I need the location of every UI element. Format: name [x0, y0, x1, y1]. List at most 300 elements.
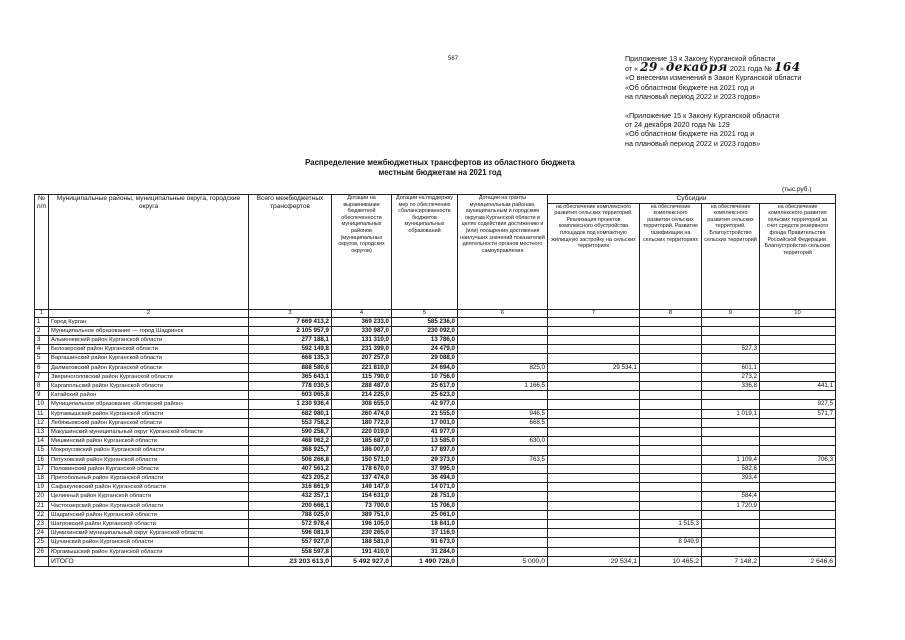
amount-cell	[548, 492, 640, 501]
amount-cell	[760, 391, 836, 400]
amount-cell: 185 687,0	[332, 437, 392, 446]
amount-cell: 778 030,5	[249, 382, 332, 391]
amount-cell: 630,0	[458, 437, 548, 446]
amount-cell: 946,5	[458, 409, 548, 418]
amount-cell: 368 925,7	[249, 446, 332, 455]
amount-cell	[548, 547, 640, 556]
amount-cell	[760, 326, 836, 335]
amount-cell: 186 007,0	[332, 446, 392, 455]
column-number: 5	[392, 309, 458, 317]
amount-cell	[458, 547, 548, 556]
amount-cell	[548, 418, 640, 427]
header-subsidy-reserve: на обеспечение комплексного развития сельских территорий за счет средств резервного фонда Правительства Российской Федерации. Благоустройство сельских территорий	[760, 203, 836, 309]
amount-cell: 14 071,0	[392, 483, 458, 492]
amount-cell: 1 720,9	[702, 501, 760, 510]
row-number: 8	[35, 382, 49, 391]
amount-cell: 468 062,2	[249, 437, 332, 446]
amount-cell: 603 065,8	[249, 391, 332, 400]
handwritten-day: 29	[640, 60, 658, 75]
municipality-name: Далматовский район Курганской области	[49, 363, 249, 372]
row-number: 9	[35, 391, 49, 400]
municipality-name: Катайский район	[49, 391, 249, 400]
row-number: 24	[35, 529, 49, 538]
row-number: 25	[35, 538, 49, 547]
amount-cell: 25 061,0	[392, 510, 458, 519]
table-row	[35, 501, 836, 510]
amount-cell: 7 148,2	[702, 556, 760, 566]
amount-cell	[702, 326, 760, 335]
header-equalization-grants: Дотации на выравнивание бюджетной обеспеченности муниципальных районов (муниципальных округов, городских округов)	[332, 195, 392, 310]
amount-cell: 585 236,0	[392, 317, 458, 326]
amount-cell	[760, 510, 836, 519]
amount-cell	[458, 326, 548, 335]
amount-cell: 2 105 957,9	[249, 326, 332, 335]
header-subsidies: Субсидии	[548, 195, 836, 204]
amount-cell: 200 666,1	[249, 501, 332, 510]
amount-cell	[640, 483, 702, 492]
amount-cell	[640, 363, 702, 372]
row-number: 20	[35, 492, 49, 501]
amount-cell	[702, 483, 760, 492]
amount-cell	[458, 538, 548, 547]
amount-cell	[640, 372, 702, 381]
municipality-name: Петуховский район Курганской области	[49, 455, 249, 464]
amount-cell: 91 673,0	[392, 538, 458, 547]
amount-cell	[640, 529, 702, 538]
amount-cell: 37 995,0	[392, 464, 458, 473]
amount-cell	[548, 455, 640, 464]
amount-cell: 230 092,0	[392, 326, 458, 335]
amount-cell	[458, 483, 548, 492]
amount-cell	[548, 474, 640, 483]
amount-cell: 29 373,0	[392, 455, 458, 464]
row-number: 11	[35, 409, 49, 418]
column-number: 2	[49, 309, 249, 317]
municipality-name: Сафакулевский район Курганской области	[49, 483, 249, 492]
appendix-line: «Об областном бюджете на 2021 год и	[625, 82, 755, 92]
row-number: 19	[35, 483, 49, 492]
amount-cell: 230 265,0	[332, 529, 392, 538]
municipality-name: Куртамышский район Курганской области	[49, 409, 249, 418]
handwritten-month: декабря	[665, 60, 728, 75]
amount-cell: 441,1	[760, 382, 836, 391]
header-total: Всего межбюджетных трансфертов	[249, 195, 332, 310]
table-row	[35, 464, 836, 473]
amount-cell: 369 233,0	[332, 317, 392, 326]
row-number: 14	[35, 437, 49, 446]
municipality-name: Муниципальное образование — город Шадринск	[49, 326, 249, 335]
units-label: (тыс.руб.)	[782, 186, 812, 193]
transfers-table	[34, 194, 836, 567]
amount-cell: 273,2	[702, 372, 760, 381]
amount-cell: 432 357,1	[249, 492, 332, 501]
municipality-name: Варгашинский район Курганской области	[49, 354, 249, 363]
column-number: 3	[249, 309, 332, 317]
amount-cell: 41 977,0	[392, 428, 458, 437]
amount-cell: 131 310,0	[332, 336, 392, 345]
municipality-name: Альменевский район Курганской области	[49, 336, 249, 345]
amount-cell	[548, 382, 640, 391]
amount-cell	[760, 354, 836, 363]
amount-cell	[702, 400, 760, 409]
appendix-line: на плановый период 2022 и 2023 годов»	[625, 138, 761, 148]
row-number	[35, 556, 49, 566]
amount-cell: 1 166,5	[458, 382, 548, 391]
municipality-name: Юргамышский район Курганской области	[49, 547, 249, 556]
amount-cell: 196 105,0	[332, 520, 392, 529]
amount-cell	[640, 382, 702, 391]
amount-cell: 221 810,0	[332, 363, 392, 372]
amount-cell: 527,3	[702, 345, 760, 354]
amount-cell	[458, 354, 548, 363]
amount-cell	[702, 437, 760, 446]
amount-cell	[548, 354, 640, 363]
amount-cell	[640, 317, 702, 326]
table-row	[35, 520, 836, 529]
row-number: 5	[35, 354, 49, 363]
amount-cell	[458, 400, 548, 409]
amount-cell	[458, 520, 548, 529]
amount-cell	[548, 510, 640, 519]
column-number: 1	[35, 309, 49, 317]
table-row	[35, 391, 836, 400]
amount-cell: 706,3	[760, 455, 836, 464]
amount-cell	[640, 510, 702, 519]
table-row	[35, 317, 836, 326]
row-number: 2	[35, 326, 49, 335]
amount-cell: 42 977,0	[392, 400, 458, 409]
total-row	[35, 556, 836, 566]
amount-cell	[548, 483, 640, 492]
amount-cell	[640, 345, 702, 354]
amount-cell	[702, 538, 760, 547]
amount-cell: 927,5	[760, 400, 836, 409]
amount-cell	[760, 520, 836, 529]
amount-cell	[702, 510, 760, 519]
amount-cell	[702, 446, 760, 455]
amount-cell: 668,5	[458, 418, 548, 427]
amount-cell: 5 492 927,0	[332, 556, 392, 566]
table-row	[35, 428, 836, 437]
row-number: 21	[35, 501, 49, 510]
amount-cell	[548, 529, 640, 538]
amount-cell	[458, 529, 548, 538]
amount-cell	[640, 474, 702, 483]
amount-cell	[702, 391, 760, 400]
amount-cell: 25 623,0	[392, 391, 458, 400]
amount-cell: 592 149,8	[249, 345, 332, 354]
amount-cell: 73 700,0	[332, 501, 392, 510]
column-number: 10	[760, 309, 836, 317]
amount-cell: 553 758,2	[249, 418, 332, 427]
amount-cell: 1 109,4	[702, 455, 760, 464]
amount-cell: 231 399,0	[332, 345, 392, 354]
amount-cell: 5 000,0	[458, 556, 548, 566]
table-row	[35, 483, 836, 492]
amount-cell	[640, 437, 702, 446]
amount-cell: 17 897,0	[392, 446, 458, 455]
row-number: 4	[35, 345, 49, 354]
amount-cell	[760, 336, 836, 345]
amount-cell	[548, 464, 640, 473]
amount-cell: 10 465,2	[640, 556, 702, 566]
amount-cell: 260 474,0	[332, 409, 392, 418]
document-title: Распределение межбюджетных трансфертов из областного бюджета местным бюджетам на 2021 год	[305, 158, 575, 177]
amount-cell: 682 980,1	[249, 409, 332, 418]
amount-cell: 29 088,0	[392, 354, 458, 363]
amount-cell	[548, 437, 640, 446]
amount-cell: 10 756,0	[392, 372, 458, 381]
amount-cell: 21 555,0	[392, 409, 458, 418]
municipality-name: Шадринский район Курганской области	[49, 510, 249, 519]
amount-cell: 28 751,0	[392, 492, 458, 501]
amount-cell: 2 646,6	[760, 556, 836, 566]
amount-cell	[548, 538, 640, 547]
table-row	[35, 409, 836, 418]
amount-cell: 1 515,3	[640, 520, 702, 529]
amount-cell: 178 670,0	[332, 464, 392, 473]
row-number: 18	[35, 474, 49, 483]
amount-cell	[548, 317, 640, 326]
amount-cell	[760, 547, 836, 556]
handwritten-number: 164	[774, 60, 801, 75]
amount-cell: 214 225,0	[332, 391, 392, 400]
amount-cell	[640, 492, 702, 501]
row-number: 15	[35, 446, 49, 455]
column-number: 7	[548, 309, 640, 317]
amount-cell: 8 949,9	[640, 538, 702, 547]
appendix-date-line: от « 29 » декабря 2021 года № 164	[625, 60, 801, 75]
municipality-name: Макушинский муниципальный округ Курганской области	[49, 428, 249, 437]
amount-cell	[640, 501, 702, 510]
amount-cell	[640, 400, 702, 409]
amount-cell: 407 561,2	[249, 464, 332, 473]
municipality-name: ИТОГО	[49, 556, 249, 566]
amount-cell	[760, 538, 836, 547]
amount-cell	[760, 428, 836, 437]
column-number: 8	[640, 309, 702, 317]
amount-cell	[760, 474, 836, 483]
table-row	[35, 400, 836, 409]
amount-cell: 25 617,0	[392, 382, 458, 391]
amount-cell	[640, 336, 702, 345]
amount-cell: 1 019,1	[702, 409, 760, 418]
amount-cell: 825,0	[458, 363, 548, 372]
amount-cell	[548, 520, 640, 529]
amount-cell: 423 205,2	[249, 474, 332, 483]
amount-cell	[702, 520, 760, 529]
row-number: 6	[35, 363, 49, 372]
municipality-name: Притобольный район Курганской области	[49, 474, 249, 483]
row-number: 22	[35, 510, 49, 519]
amount-cell: 316 861,9	[249, 483, 332, 492]
appendix-line: «Приложение 15 к Закону Курганской области	[625, 111, 780, 121]
amount-cell	[760, 437, 836, 446]
municipality-name: Белозерский район Курганской области	[49, 345, 249, 354]
amount-cell	[640, 446, 702, 455]
header-subsidy-gas: на обеспечение комплексного развития сельских территорий. Развитие газификации на сельских территориях	[640, 203, 702, 309]
amount-cell: 557 927,0	[249, 538, 332, 547]
amount-cell	[548, 372, 640, 381]
amount-cell	[640, 326, 702, 335]
amount-cell: 1 490 728,0	[392, 556, 458, 566]
column-number-row	[35, 309, 836, 317]
amount-cell	[548, 446, 640, 455]
header-name: Муниципальные районы, муниципальные округа, городские округа	[49, 195, 249, 310]
amount-cell	[458, 510, 548, 519]
municipality-name: Город Курган	[49, 317, 249, 326]
row-number: 23	[35, 520, 49, 529]
amount-cell	[640, 428, 702, 437]
amount-cell: 763,5	[458, 455, 548, 464]
amount-cell	[760, 345, 836, 354]
amount-cell	[548, 345, 640, 354]
amount-cell: 888 580,6	[249, 363, 332, 372]
amount-cell	[702, 418, 760, 427]
table-row	[35, 474, 836, 483]
amount-cell	[760, 363, 836, 372]
amount-cell	[458, 501, 548, 510]
amount-cell: 389 751,0	[332, 510, 392, 519]
amount-cell	[760, 501, 836, 510]
amount-cell	[760, 317, 836, 326]
header-subsidy-landscaping: на обеспечение комплексного развития сельских территорий. Благоустройство сельских территорий	[702, 203, 760, 309]
header-no: № п/п	[35, 195, 49, 310]
amount-cell	[702, 529, 760, 538]
amount-cell: 37 116,0	[392, 529, 458, 538]
amount-cell	[548, 400, 640, 409]
amount-cell	[458, 428, 548, 437]
row-number: 13	[35, 428, 49, 437]
row-number: 7	[35, 372, 49, 381]
amount-cell: 277 188,1	[249, 336, 332, 345]
header-performance-grants: Дотации на гранты муниципальным районам, муниципальным и городским округам Курганской области в целях содействия достижению и (или) поощрения достижения наилучших значений показателей деятельности органов местного самоуправления	[458, 195, 548, 310]
table-row	[35, 455, 836, 464]
amount-cell: 191 410,0	[332, 547, 392, 556]
municipality-name: Звериноголовский район Курганской области	[49, 372, 249, 381]
amount-cell	[702, 336, 760, 345]
amount-cell: 668 135,3	[249, 354, 332, 363]
amount-cell	[458, 336, 548, 345]
amount-cell	[760, 464, 836, 473]
amount-cell: 1 230 936,4	[249, 400, 332, 409]
table-row	[35, 354, 836, 363]
amount-cell: 17 001,0	[392, 418, 458, 427]
amount-cell	[458, 372, 548, 381]
amount-cell: 393,4	[702, 474, 760, 483]
table-row	[35, 547, 836, 556]
amount-cell	[640, 418, 702, 427]
row-number: 16	[35, 455, 49, 464]
amount-cell	[760, 418, 836, 427]
amount-cell	[548, 336, 640, 345]
appendix-header	[625, 54, 895, 148]
appendix-line: на плановый период 2022 и 2023 годов»	[625, 91, 761, 101]
municipality-name: Муниципальное образование «Кетовский район»	[49, 400, 249, 409]
amount-cell: 13 585,0	[392, 437, 458, 446]
amount-cell: 601,1	[702, 363, 760, 372]
amount-cell	[458, 446, 548, 455]
table-row	[35, 372, 836, 381]
municipality-name: Мишкинский район Курганской области	[49, 437, 249, 446]
amount-cell	[458, 464, 548, 473]
page-number: 567	[448, 56, 459, 62]
municipality-name: Мокроусовский район Курганской области	[49, 446, 249, 455]
amount-cell: 154 631,0	[332, 492, 392, 501]
amount-cell: 220 019,0	[332, 428, 392, 437]
amount-cell: 15 706,0	[392, 501, 458, 510]
amount-cell: 582,6	[702, 464, 760, 473]
column-number: 4	[332, 309, 392, 317]
appendix-line: Приложение 13 к Закону Курганской области	[625, 54, 776, 63]
amount-cell	[640, 354, 702, 363]
amount-cell: 336,8	[702, 382, 760, 391]
municipality-name: Лебяжьевский район Курганской области	[49, 418, 249, 427]
amount-cell: 572 978,4	[249, 520, 332, 529]
row-number: 17	[35, 464, 49, 473]
table-row	[35, 510, 836, 519]
amount-cell: 31 284,0	[392, 547, 458, 556]
amount-cell	[548, 428, 640, 437]
row-number: 12	[35, 418, 49, 427]
amount-cell	[548, 501, 640, 510]
table-row	[35, 492, 836, 501]
municipality-name: Целинный район Курганской области	[49, 492, 249, 501]
amount-cell: 596 081,9	[249, 529, 332, 538]
amount-cell: 188 581,0	[332, 538, 392, 547]
amount-cell	[640, 455, 702, 464]
amount-cell: 558 597,8	[249, 547, 332, 556]
amount-cell: 7 669 413,2	[249, 317, 332, 326]
column-number: 9	[702, 309, 760, 317]
amount-cell	[760, 372, 836, 381]
municipality-name: Шатровский район Курганской области	[49, 520, 249, 529]
appendix-line: «Об областном бюджете на 2021 год и	[625, 129, 755, 139]
amount-cell	[548, 409, 640, 418]
table-row	[35, 363, 836, 372]
appendix-line: «О внесении изменений в Закон Курганской области	[625, 73, 802, 83]
amount-cell: 584,4	[702, 492, 760, 501]
municipality-name: Частоозерский район Курганской области	[49, 501, 249, 510]
table-row	[35, 446, 836, 455]
table-row	[35, 326, 836, 335]
header-balance-grants: Дотации на поддержку мер по обеспечению сбалансированности бюджетов муниципальных образований	[392, 195, 458, 310]
amount-cell	[760, 483, 836, 492]
amount-cell: 330 987,0	[332, 326, 392, 335]
table-row	[35, 437, 836, 446]
amount-cell	[640, 409, 702, 418]
amount-cell	[702, 354, 760, 363]
amount-cell: 180 772,0	[332, 418, 392, 427]
amount-cell: 365 643,1	[249, 372, 332, 381]
amount-cell	[458, 474, 548, 483]
amount-cell	[702, 428, 760, 437]
amount-cell: 18 841,0	[392, 520, 458, 529]
amount-cell: 308 655,0	[332, 400, 392, 409]
row-number: 10	[35, 400, 49, 409]
table-row	[35, 418, 836, 427]
amount-cell: 150 571,0	[332, 455, 392, 464]
amount-cell	[640, 464, 702, 473]
amount-cell	[760, 446, 836, 455]
amount-cell: 29 534,1	[548, 556, 640, 566]
amount-cell: 149 147,0	[332, 483, 392, 492]
amount-cell: 788 025,0	[249, 510, 332, 519]
amount-cell: 288 487,0	[332, 382, 392, 391]
amount-cell	[458, 345, 548, 354]
header-subsidy-housing: на обеспечение комплексного развития сельских территорий. Реализация проектов комплексного обустройства площадок под компактную жилищную застройку на сельских территориях	[548, 203, 640, 309]
amount-cell	[548, 391, 640, 400]
